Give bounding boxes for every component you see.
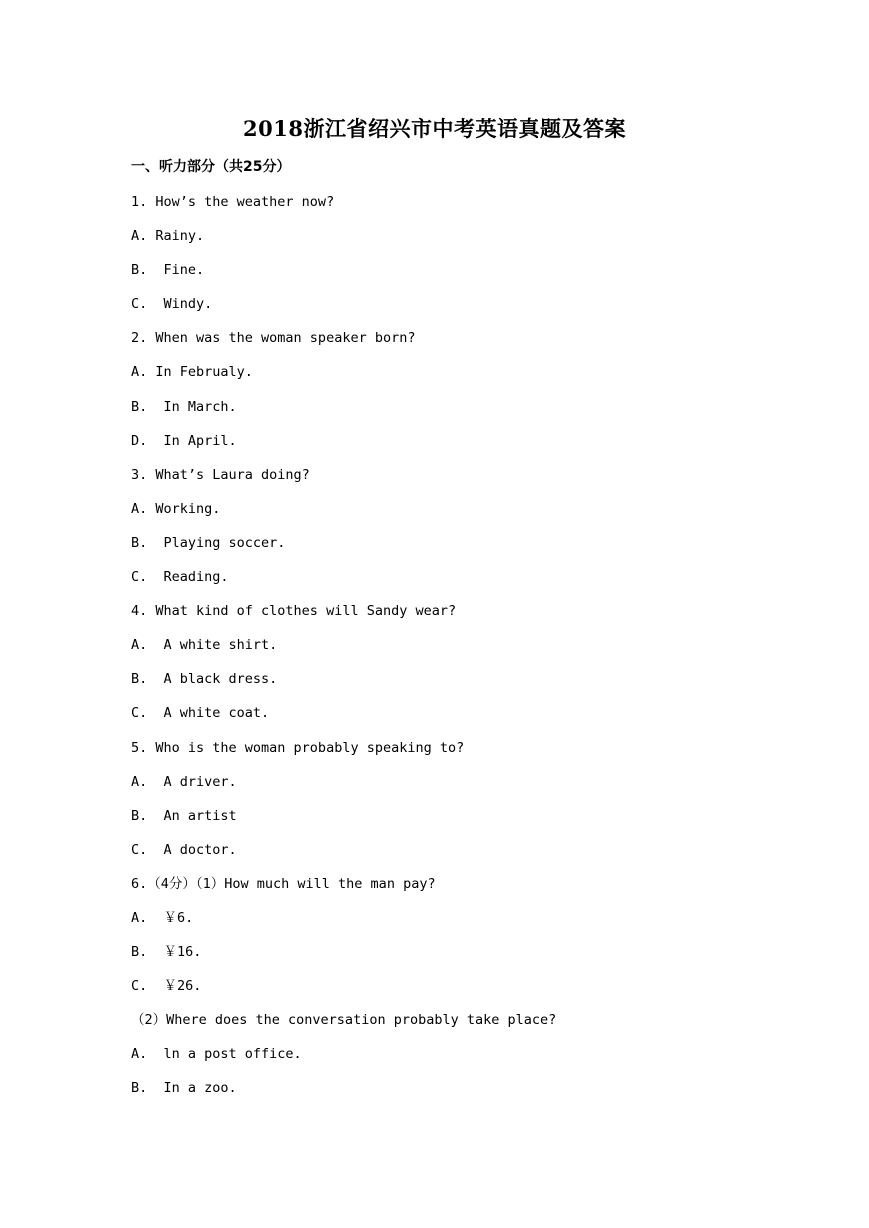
answer-option: B. In a zoo. xyxy=(131,1080,237,1097)
answer-option: B. Fine. xyxy=(131,262,205,279)
answer-option: A. Working. xyxy=(131,500,221,517)
answer-option: C. Reading. xyxy=(131,569,229,586)
question-line: 6.（4分）（1）How much will the man pay? xyxy=(131,875,436,892)
answer-option: B. Playing soccer. xyxy=(131,534,286,551)
answer-option: A. A white shirt. xyxy=(131,637,278,654)
question-list xyxy=(131,189,556,1110)
question-line: 2. When was the woman speaker born? xyxy=(131,330,416,347)
answer-option: C. ￥26. xyxy=(131,978,202,995)
answer-option: B. An artist xyxy=(131,807,237,824)
answer-option: B. A black dress. xyxy=(131,671,278,688)
section-heading: 一、听力部分（共25分） xyxy=(131,159,291,175)
answer-option: A. A driver. xyxy=(131,773,237,790)
question-line: 5. Who is the woman probably speaking to? xyxy=(131,739,465,756)
answer-option: A. ￥6. xyxy=(131,909,194,926)
answer-option: C. A doctor. xyxy=(131,841,237,858)
question-line: 4. What kind of clothes will Sandy wear? xyxy=(131,603,457,620)
answer-option: B. ￥16. xyxy=(131,944,202,961)
answer-option: A. In Februaly. xyxy=(131,364,253,381)
answer-option: A. ln a post office. xyxy=(131,1046,302,1063)
answer-option: A. Rainy. xyxy=(131,228,205,245)
answer-option: D. In April. xyxy=(131,432,237,449)
answer-option: C. A white coat. xyxy=(131,705,270,722)
answer-option: C. Windy. xyxy=(131,296,213,313)
question-line: 1. How’s the weather now? xyxy=(131,194,335,210)
answer-option: B. In March. xyxy=(131,398,237,415)
sub-question-line: （2）Where does the conversation probably take place? xyxy=(131,1012,557,1029)
document-title: 2018浙江省绍兴市中考英语真题及答案 xyxy=(243,116,626,141)
question-line: 3. What’s Laura doing? xyxy=(131,466,310,483)
